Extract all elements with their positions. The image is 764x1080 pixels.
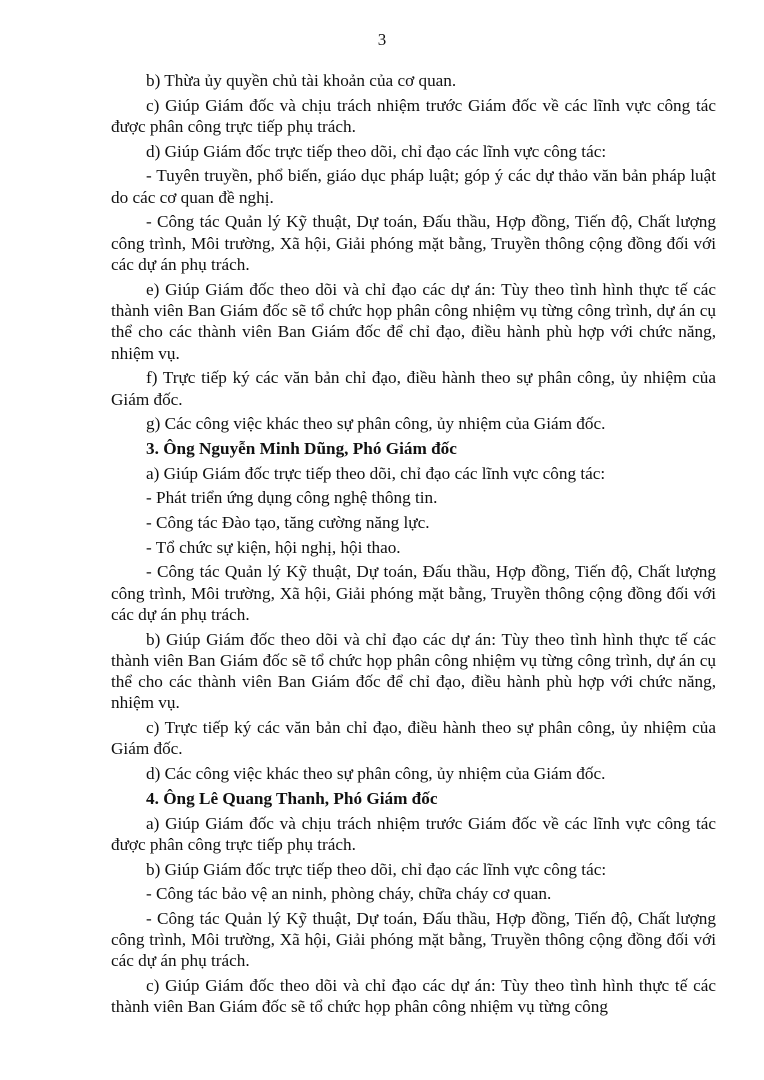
paragraph: d) Các công việc khác theo sự phân công, ủy nhiệm của Giám đốc. <box>146 764 606 784</box>
paragraph: c) Giúp Giám đốc theo dõi và chỉ đạo các dự án: Tùy theo tình hình thực tế các thành viên Ban Giám đốc sẽ tổ chức họp phân công nhiệm vụ từng công <box>111 976 716 1017</box>
paragraph: a) Giúp Giám đốc và chịu trách nhiệm trước Giám đốc về các lĩnh vực công tác được phân công trực tiếp phụ trách. <box>111 813 716 854</box>
section-heading: 4. Ông Lê Quang Thanh, Phó Giám đốc <box>146 788 438 808</box>
paragraph: b) Giúp Giám đốc trực tiếp theo dõi, chỉ đạo các lĩnh vực công tác: <box>146 859 607 879</box>
paragraph: b) Giúp Giám đốc theo dõi và chỉ đạo các dự án: Tùy theo tình hình thực tế các thành viên Ban Giám đốc sẽ tổ chức họp phân công nhiệm vụ từng công trình, dự án cụ thể cho các thành viên Ban Giám đốc để chỉ đạo, điều hành phù hợp với chức năng, nhiệm vụ. <box>111 629 716 713</box>
paragraph: g) Các công việc khác theo sự phân công, ủy nhiệm của Giám đốc. <box>146 414 606 434</box>
paragraph: f) Trực tiếp ký các văn bản chỉ đạo, điều hành theo sự phân công, ủy nhiệm của Giám đốc. <box>111 368 716 409</box>
document-body <box>111 70 716 1021</box>
page-number: 3 <box>377 30 387 49</box>
paragraph: a) Giúp Giám đốc trực tiếp theo dõi, chỉ đạo các lĩnh vực công tác: <box>146 463 606 483</box>
paragraph: - Công tác bảo vệ an ninh, phòng cháy, chữa cháy cơ quan. <box>146 884 552 904</box>
paragraph: e) Giúp Giám đốc theo dõi và chỉ đạo các dự án: Tùy theo tình hình thực tế các thành viên Ban Giám đốc sẽ tổ chức họp phân công nhiệm vụ từng công trình, dự án cụ thể cho các thành viên Ban Giám đốc để chỉ đạo, điều hành phù hợp với chức năng, nhiệm vụ. <box>111 279 716 363</box>
section-heading: 3. Ông Nguyễn Minh Dũng, Phó Giám đốc <box>146 438 457 458</box>
paragraph: b) Thừa ủy quyền chủ tài khoản của cơ quan. <box>146 71 457 90</box>
paragraph: - Công tác Quản lý Kỹ thuật, Dự toán, Đấu thầu, Hợp đồng, Tiến độ, Chất lượng công trình, Môi trường, Xã hội, Giải phóng mặt bằng, Truyền thông cộng đồng đối với các dự án phụ trách. <box>111 212 716 274</box>
paragraph: c) Trực tiếp ký các văn bản chỉ đạo, điều hành theo sự phân công, ủy nhiệm của Giám đốc. <box>111 718 716 759</box>
paragraph: d) Giúp Giám đốc trực tiếp theo dõi, chỉ đạo các lĩnh vực công tác: <box>146 141 607 161</box>
paragraph: - Công tác Đào tạo, tăng cường năng lực. <box>146 512 430 532</box>
paragraph: - Phát triển ứng dụng công nghệ thông tin. <box>146 488 438 508</box>
paragraph: - Tổ chức sự kiện, hội nghị, hội thao. <box>146 537 401 557</box>
paragraph: c) Giúp Giám đốc và chịu trách nhiệm trước Giám đốc về các lĩnh vực công tác được phân công trực tiếp phụ trách. <box>111 95 716 136</box>
paragraph: - Tuyên truyền, phổ biến, giáo dục pháp luật; góp ý các dự thảo văn bản pháp luật do các cơ quan đề nghị. <box>111 166 716 207</box>
paragraph: - Công tác Quản lý Kỹ thuật, Dự toán, Đấu thầu, Hợp đồng, Tiến độ, Chất lượng công trình, Môi trường, Xã hội, Giải phóng mặt bằng, Truyền thông cộng đồng đối với các dự án phụ trách. <box>111 908 716 971</box>
paragraph: - Công tác Quản lý Kỹ thuật, Dự toán, Đấu thầu, Hợp đồng, Tiến độ, Chất lượng công trình, Môi trường, Xã hội, Giải phóng mặt bằng, Truyền thông cộng đồng đối với các dự án phụ trách. <box>111 562 716 624</box>
